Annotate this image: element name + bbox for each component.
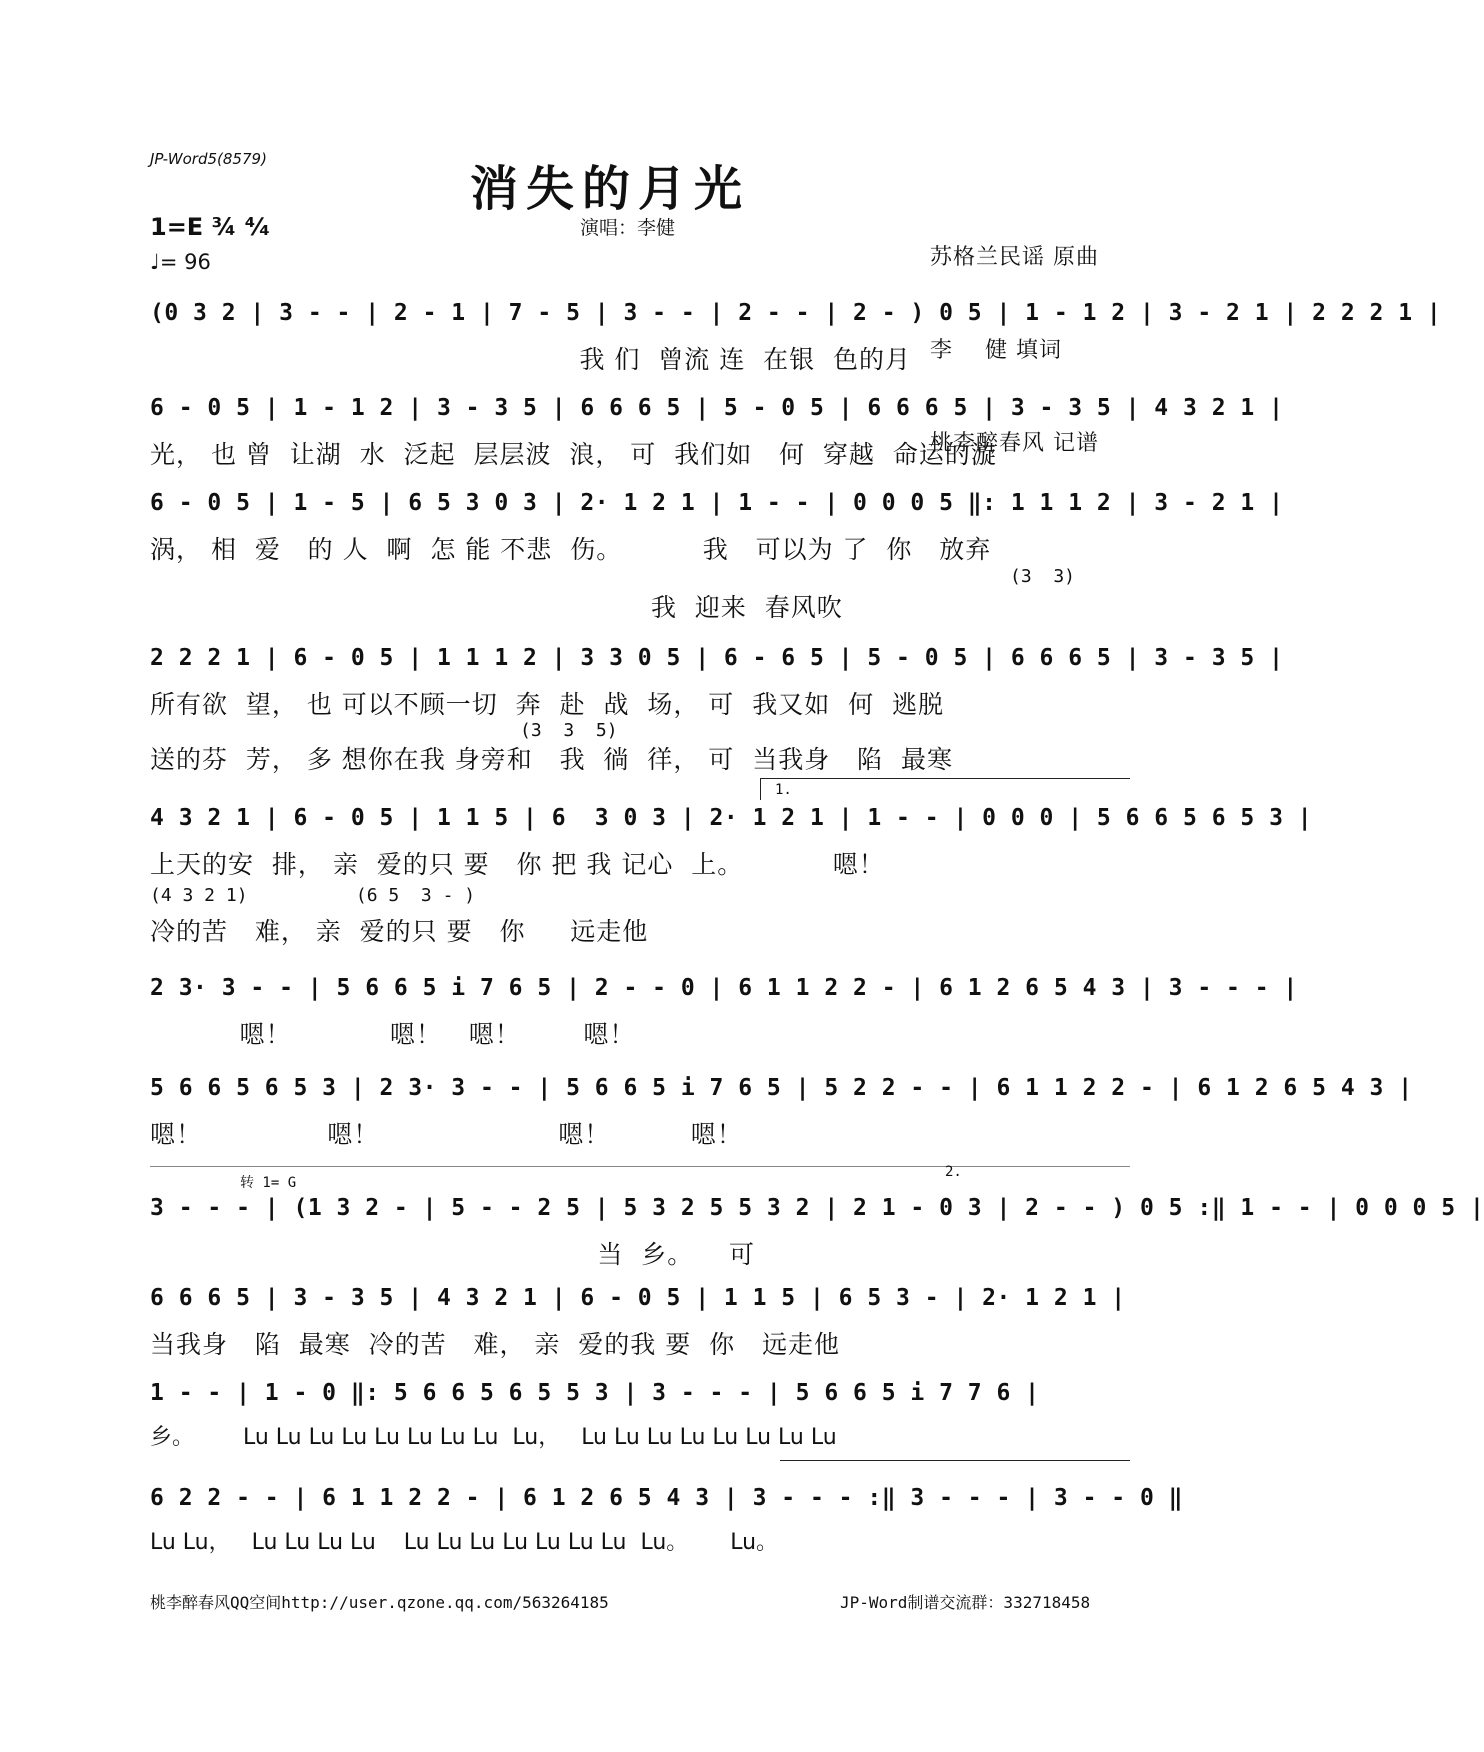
- lyric-row-3b: 我 迎来 春风吹: [150, 593, 843, 622]
- lyric-row-3a: 涡， 相 爱 的 人 啊 怎 能 不悲 伤。 我 可以为 了 你 放弃: [150, 535, 992, 564]
- lyric-row-4b: 送的芬 芳， 多 想你在我 身旁和 我 徜 徉， 可 当我身 陷 最寒: [150, 745, 953, 774]
- volta-2-label: 2.: [945, 1164, 962, 1180]
- notation-row-8: 3 - - - | (1 3 2 - | 5 - - 2 5 | 5 3 2 5 5 3 2 | 2 1 - 0 3 | 2 - - ) 0 5 :‖ 1 - - | 0 0 0 5 |: [150, 1195, 1484, 1221]
- modulation-label: 转 1= G: [240, 1175, 297, 1191]
- notation-row-5: 4 3 2 1 | 6 - 0 5 | 1 1 5 | 6 3 0 3 | 2· 1 2 1 | 1 - - | 0 0 0 | 5 6 6 5 6 5 3 |: [150, 805, 1313, 831]
- key-signature: 1=E ¾ ⁴⁄₄: [150, 213, 270, 241]
- lyric-row-7: 嗯！ 嗯！ 嗯！ 嗯！: [150, 1120, 743, 1149]
- lyric-row-9: 当我身 陷 最寒 冷的苦 难， 亲 爱的我 要 你 远走他: [150, 1330, 840, 1359]
- notation-row-3: 6 - 0 5 | 1 - 5 | 6 5 3 0 3 | 2· 1 2 1 | 1 - - | 0 0 0 5 ‖: 1 1 1 2 | 3 - 2 1 |: [150, 490, 1284, 516]
- credit-lyricist: 李 健 填词: [930, 338, 1062, 363]
- software-label: JP-Word5(8579): [150, 150, 267, 168]
- volta-1-bracket: [760, 778, 1130, 779]
- footer-qzone: 桃李醉春风QQ空间http://user.qzone.qq.com/563264185: [150, 1593, 609, 1612]
- notation-row-2: 6 - 0 5 | 1 - 1 2 | 3 - 3 5 | 6 6 6 5 | 5 - 0 5 | 6 6 6 5 | 3 - 3 5 | 4 3 2 1 |: [150, 395, 1284, 421]
- alt-notes-row-4: (3 3 5): [520, 720, 618, 741]
- notation-row-1: (0 3 2 | 3 - - | 2 - 1 | 7 - 5 | 3 - - | 2 - - | 2 - ) 0 5 | 1 - 1 2 | 3 - 2 1 | 2 2 2 1 |: [150, 300, 1442, 326]
- footer-group: JP-Word制谱交流群：332718458: [840, 1593, 1091, 1612]
- notation-row-7: 5 6 6 5 6 5 3 | 2 3· 3 - - | 5 6 6 5 i 7 6 5 | 5 2 2 - - | 6 1 1 2 2 - | 6 1 2 6 5 4 3 |: [150, 1075, 1413, 1101]
- lyric-row-1: 我 们 曾流 连 在银 色的月: [150, 345, 912, 374]
- notation-row-11: 6 2 2 - - | 6 1 1 2 2 - | 6 1 2 6 5 4 3 | 3 - - - :‖ 3 - - - | 3 - - 0 ‖: [150, 1485, 1183, 1511]
- notation-row-4: 2 2 2 1 | 6 - 0 5 | 1 1 1 2 | 3 3 0 5 | 6 - 6 5 | 5 - 0 5 | 6 6 6 5 | 3 - 3 5 |: [150, 645, 1284, 671]
- notation-row-6: 2 3· 3 - - | 5 6 6 5 i 7 6 5 | 2 - - 0 | 6 1 1 2 2 - | 6 1 2 6 5 4 3 | 3 - - - |: [150, 975, 1298, 1001]
- alt-notes-row-5: (4 3 2 1) (6 5 3 - ): [150, 885, 476, 906]
- lyric-row-5b: 冷的苦 难， 亲 爱的只 要 你 远走他: [150, 917, 649, 946]
- notation-row-10: 1 - - | 1 - 0 ‖: 5 6 6 5 6 5 5 3 | 3 - - - | 5 6 6 5 i 7 7 6 |: [150, 1380, 1040, 1406]
- singer-label: 演唱：李健: [580, 217, 676, 239]
- lyric-row-5a: 上天的安 排， 亲 爱的只 要 你 把 我 记心 上。 嗯！: [150, 850, 885, 879]
- credit-composer: 苏格兰民谣 原曲: [930, 245, 1099, 270]
- tempo-marking: ♩= 96: [150, 250, 211, 274]
- section-divider: [150, 1166, 1130, 1167]
- lyric-row-10: 乡。 Lu Lu Lu Lu Lu Lu Lu Lu Lu， Lu Lu Lu Lu Lu Lu Lu Lu: [150, 1425, 837, 1450]
- notation-row-9: 6 6 6 5 | 3 - 3 5 | 4 3 2 1 | 6 - 0 5 | 1 1 5 | 6 5 3 - | 2· 1 2 1 |: [150, 1285, 1126, 1311]
- volta-1-bracket-edge: [760, 778, 761, 800]
- lyric-row-11: Lu Lu， Lu Lu Lu Lu Lu Lu Lu Lu Lu Lu Lu Lu。 Lu。: [150, 1530, 779, 1555]
- lyric-row-8: 当 乡。 可: [150, 1240, 756, 1269]
- lyric-row-4a: 所有欲 望， 也 可以不顾一切 奔 赴 战 场， 可 我又如 何 逃脱: [150, 690, 944, 719]
- credit-transcriber: 桃李醉春风 记谱: [930, 431, 1099, 456]
- alt-notes-row-3: (3 3): [1010, 566, 1076, 587]
- song-title: 消失的月光: [470, 161, 751, 217]
- volta-1-label: 1.: [775, 782, 792, 798]
- lyric-row-6: 嗯！ 嗯！ 嗯！ 嗯！: [150, 1020, 636, 1049]
- volta-end-bracket: [780, 1460, 1130, 1461]
- lyric-row-2: 光， 也 曾 让湖 水 泛起 层层波 浪， 可 我们如 何 穿越 命运的漩: [150, 440, 997, 469]
